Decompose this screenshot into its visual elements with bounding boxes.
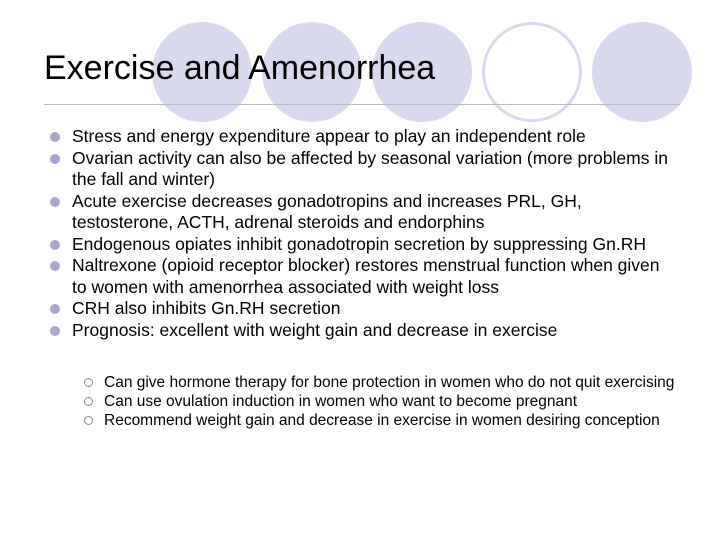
sub-bullet-list (104, 373, 694, 430)
bullet-item (72, 148, 672, 191)
decorative-circle-5 (592, 22, 692, 122)
bullet-text: Prognosis: excellent with weight gain and decrease in exercise (72, 319, 558, 340)
bullet-list (72, 126, 672, 341)
slide-title: Exercise and Amenorrhea (44, 49, 436, 87)
sub-bullet-text: Can give hormone therapy for bone protection in women who do not quit exercising (104, 374, 675, 391)
sub-bullet-text: Recommend weight gain and decrease in exercise in women desiring conception (104, 412, 660, 429)
bullet-text: Stress and energy expenditure appear to play an independent role (72, 126, 586, 146)
decorative-circle-4 (482, 22, 582, 122)
bullet-dot-icon (50, 304, 60, 314)
bullet-text: Ovarian activity can also be affected by seasonal variation (more problems in the fall and winter) (72, 147, 668, 189)
bullet-dot-icon (50, 154, 60, 164)
bullet-dot-icon (50, 240, 60, 250)
bullet-item (72, 191, 672, 234)
ring-bullet-icon (84, 397, 93, 406)
bullet-item (72, 234, 672, 256)
bullet-item (72, 126, 672, 148)
bullet-text: CRH also inhibits Gn.RH secretion (72, 298, 341, 318)
sub-bullet-text: Can use ovulation induction in women who want to become pregnant (104, 393, 578, 410)
bullet-item (72, 320, 672, 342)
bullet-dot-icon (50, 326, 60, 336)
sub-bullet-item (104, 373, 694, 392)
ring-bullet-icon (84, 378, 93, 387)
sub-bullet-item (104, 392, 694, 411)
bullet-dot-icon (50, 261, 60, 271)
title-divider (44, 104, 680, 105)
bullet-dot-icon (50, 197, 60, 207)
sub-bullet-item (104, 411, 694, 430)
ring-bullet-icon (84, 416, 93, 425)
bullet-text: Endogenous opiates inhibit gonadotropin secretion by suppressing Gn.RH (72, 233, 646, 254)
bullet-text: Naltrexone (opioid receptor blocker) restores menstrual function when given to women with amenorrhea associated with weight loss (72, 255, 660, 297)
bullet-item (72, 298, 672, 320)
bullet-dot-icon (50, 132, 60, 142)
bullet-text: Acute exercise decreases gonadotropins and increases PRL, GH, testosterone, ACTH, adrenal steroids and endorphins (72, 190, 582, 232)
bullet-item (72, 255, 672, 298)
